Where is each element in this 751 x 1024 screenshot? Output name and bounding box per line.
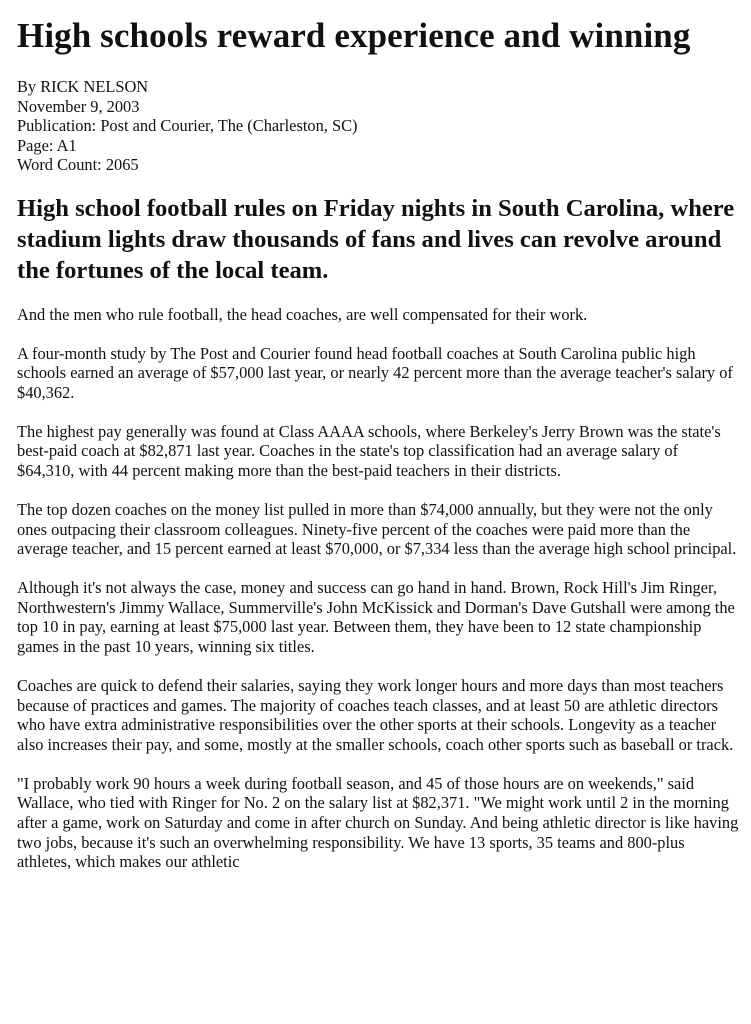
paragraph: The highest pay generally was found at Class AAAA schools, where Berkeley's Jerry Brown was the state's best-paid coach at $82,871 last year. Coaches in the state's top classification had an average salary of $64,310, with 44 percent making more than the best-paid teachers in their districts.: [17, 421, 721, 481]
paragraph: And the men who rule football, the head coaches, are well compensated for their work.: [17, 304, 588, 324]
page-number: Page: A1: [17, 135, 77, 155]
paragraph: "I probably work 90 hours a week during football season, and 45 of those hours are on weekends," said Wallace, who tied with Ringer for No. 2 on the salary list at $82,371. "We might work until 2 in the morning after a game, work on Saturday and come in after church on Sunday. And being athletic director is like having two jobs, because it's such an overwhelming responsibility. We have 13 sports, 35 teams and 800-plus athletes, which makes our athletic: [17, 773, 739, 872]
article-page: [17, 14, 739, 891]
publication: Publication: Post and Courier, The (Charleston, SC): [17, 116, 358, 136]
headline: High schools reward experience and winning: [17, 16, 691, 55]
paragraph: Although it's not always the case, money and success can go hand in hand. Brown, Rock Hill's Jim Ringer, Northwestern's Jimmy Wallace, Summerville's John McKissick and Dorman's Dave Gutshall were among the top 10 in pay, earning at least $75,000 last year. Between them, they have been to 12 state championship games in the past 10 years, winning six titles.: [17, 578, 735, 657]
publish-date: November 9, 2003: [17, 96, 140, 116]
paragraph: A four-month study by The Post and Courier found head football coaches at South Carolina public high schools earned an average of $57,000 last year, or nearly 42 percent more than the average teacher's salary of $40,362.: [17, 343, 733, 403]
paragraph: The top dozen coaches on the money list pulled in more than $74,000 annually, but they were not the only ones outpacing their classroom colleagues. Ninety-five percent of the coaches were paid more than the average teacher, and 15 percent earned at least $70,000, or $7,334 less than the average high school principal.: [17, 499, 737, 559]
byline: By RICK NELSON: [17, 77, 149, 96]
word-count: Word Count: 2065: [17, 155, 139, 175]
paragraph: Coaches are quick to defend their salaries, saying they work longer hours and more days than most teachers because of practices and games. The majority of coaches teach classes, and at least 50 are athletic directors who have extra administrative responsibilities over the other sports at their schools. Longevity as a teacher also increases their pay, and some, mostly at the smaller schools, coach other sports such as baseball or track.: [17, 675, 734, 754]
subheadline: High school football rules on Friday nights in South Carolina, where stadium lights draw thousands of fans and lives can revolve around the fortunes of the local team.: [17, 194, 735, 284]
article-meta: [17, 77, 739, 175]
